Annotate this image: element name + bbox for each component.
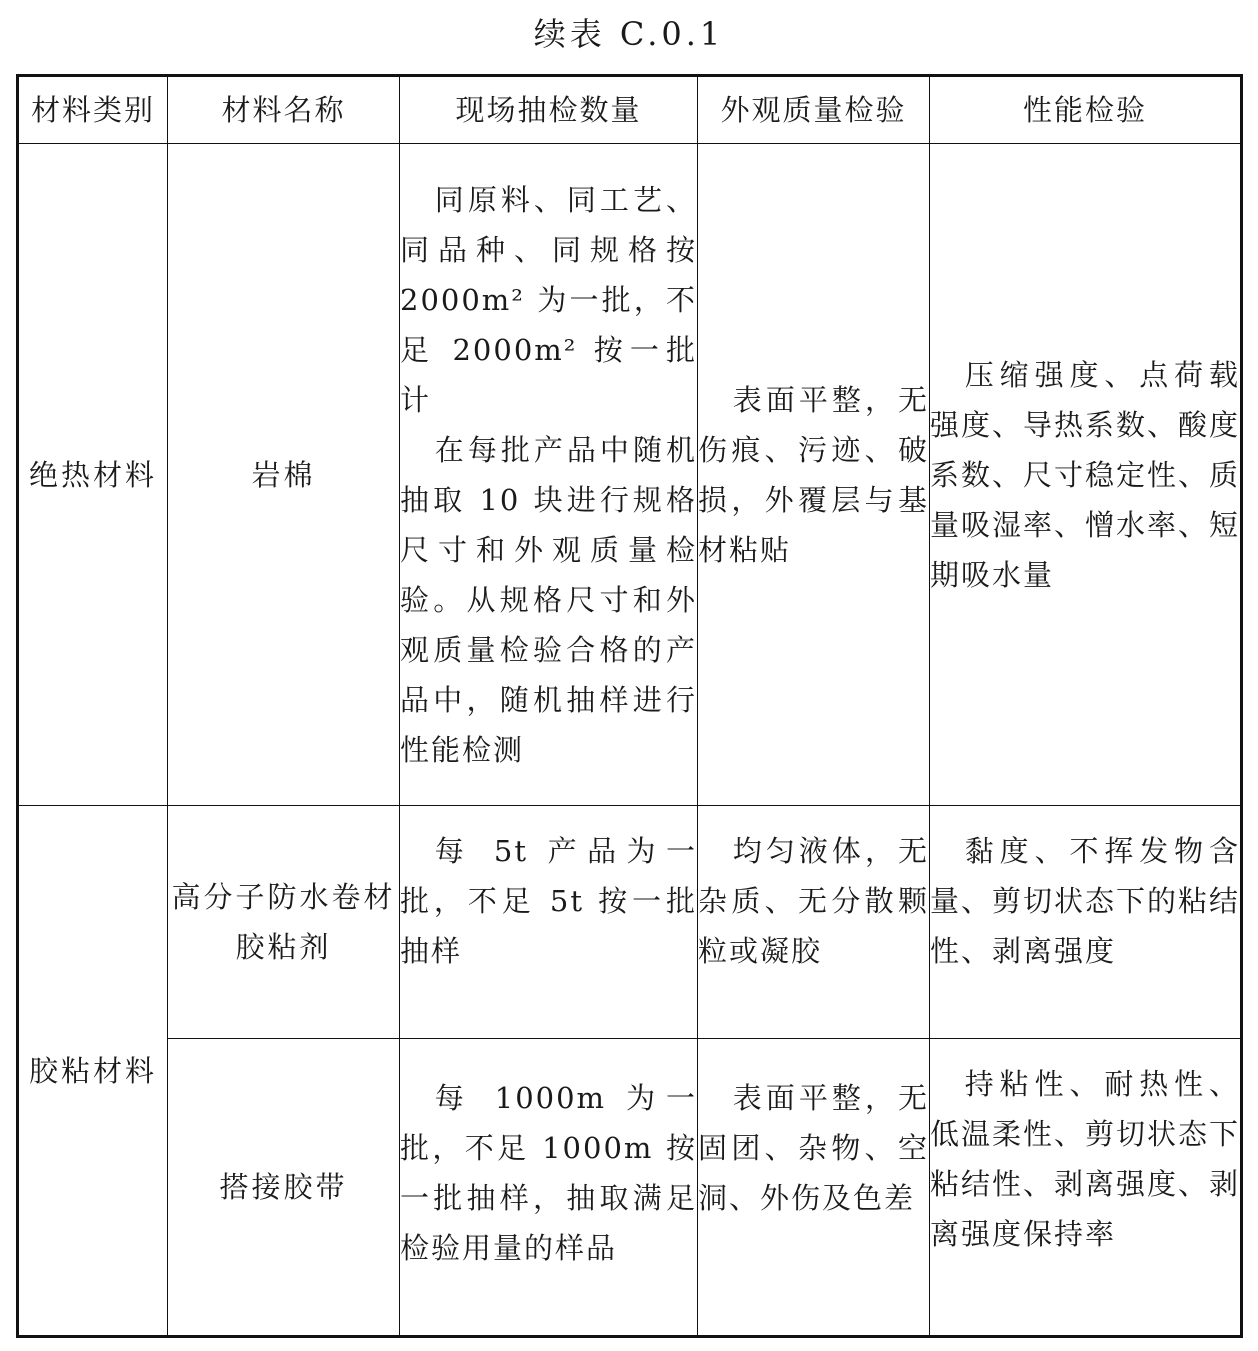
material-inspection-table [16,74,1243,1338]
performance-text: 黏度、不挥发物含量、剪切状态下的粘结性、剥离强度 [930,834,1241,968]
appearance-cell [698,806,930,1039]
header-row [18,76,1242,144]
category-cell: 胶粘材料 [18,806,168,1337]
material-name-cell: 高分子防水卷材胶粘剂 [168,806,400,1039]
material-name-cell: 搭接胶带 [168,1039,400,1337]
material-name-cell: 岩棉 [168,144,400,806]
performance-cell [930,144,1242,806]
sampling-cell [400,1039,698,1337]
table-caption: 续表 C.0.1 [533,15,725,53]
sampling-paragraph: 在每批产品中随机抽取 10 块进行规格尺寸和外观质量检验。从规格尺寸和外观质量检验合格的产品中，随机抽样进行性能检测 [400,432,697,767]
header-name: 材料名称 [168,76,400,144]
header-sampling: 现场抽检数量 [400,76,698,144]
performance-text: 压缩强度、点荷载强度、导热系数、酸度系数、尺寸稳定性、质量吸湿率、憎水率、短期吸水量 [930,357,1241,592]
sampling-paragraph: 每 5t 产品为一批，不足 5t 按一批抽样 [400,834,697,968]
sampling-cell [400,806,698,1039]
performance-cell [930,1039,1242,1337]
sampling-paragraph: 同原料、同工艺、同品种、同规格按2000m² 为一批，不足 2000m² 按一批计 [400,182,697,417]
table-row [18,1039,1242,1337]
appearance-text: 表面平整，无固团、杂物、空洞、外伤及色差 [698,1081,929,1215]
appearance-cell [698,1039,930,1337]
appearance-text: 表面平整，无伤痕、污迹、破损，外覆层与基材粘贴 [698,382,929,567]
table-row [18,144,1242,806]
header-appearance: 外观质量检验 [698,76,930,144]
appearance-text: 均匀液体，无杂质、无分散颗粒或凝胶 [698,834,929,968]
appearance-cell [698,144,930,806]
category-cell: 绝热材料 [18,144,168,806]
sampling-paragraph: 每 1000m 为一批，不足 1000m 按一批抽样，抽取满足检验用量的样品 [400,1081,697,1265]
performance-text: 持粘性、耐热性、低温柔性、剪切状态下粘结性、剥离强度、剥离强度保持率 [930,1067,1241,1251]
performance-cell [930,806,1242,1039]
header-performance: 性能检验 [930,76,1242,144]
header-category: 材料类别 [18,76,168,144]
table-row [18,806,1242,1039]
sampling-cell [400,144,698,806]
